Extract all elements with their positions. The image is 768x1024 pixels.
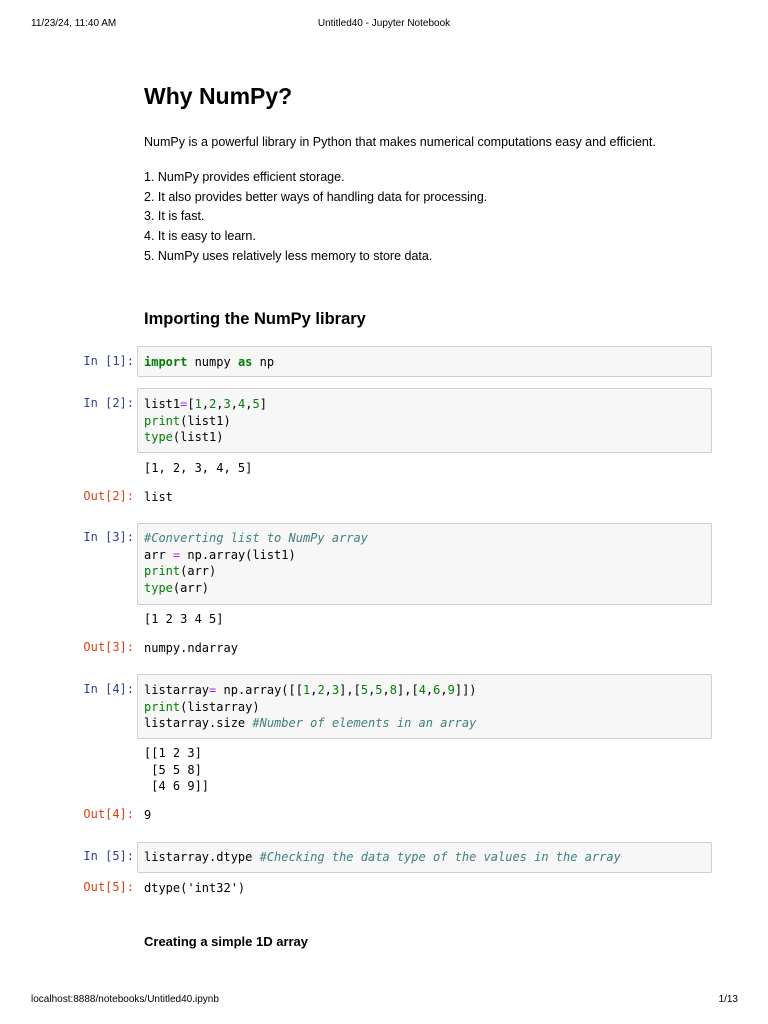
code-line	[144, 563, 216, 580]
code-token: (listarray)	[180, 699, 260, 714]
print-footer	[0, 994, 768, 1008]
code-token: listarray.size	[144, 716, 253, 730]
code-token: 4	[418, 683, 426, 697]
input-prompt: In [1]:	[83, 354, 134, 368]
code-token: 1	[194, 397, 202, 411]
stdout-line: [1 2 3 4 5]	[144, 612, 224, 626]
code-token: #Converting list to NumPy array	[144, 531, 368, 545]
input-prompt: In [4]:	[83, 682, 134, 696]
code-token: #Checking the data type of the values in the array	[259, 850, 621, 864]
output-prompt: Out[4]:	[83, 807, 134, 821]
code-token: np.array([[	[216, 683, 303, 697]
code-token: ,	[201, 397, 210, 411]
list-item: 1. NumPy provides efficient storage.	[144, 170, 345, 184]
code-token: ,	[425, 683, 434, 697]
output-prompt: Out[2]:	[83, 489, 134, 503]
code-token: #Number of elements in an array	[252, 716, 477, 730]
code-token: listarray	[144, 683, 210, 697]
code-token: 2	[317, 683, 325, 697]
print-page-number: 1/13	[718, 994, 738, 1005]
markdown-heading-importing: Importing the NumPy library	[144, 310, 366, 328]
code-token: (arr)	[180, 564, 217, 578]
execute-result: dtype('int32')	[144, 881, 246, 895]
code-token: (list1)	[172, 430, 224, 444]
code-token: arr	[144, 547, 173, 562]
code-token: ,	[368, 683, 376, 697]
print-url: localhost:8888/notebooks/Untitled40.ipynb	[31, 994, 219, 1005]
code-line	[144, 682, 477, 699]
list-item: 5. NumPy uses relatively less memory to store data.	[144, 248, 433, 263]
code-token: 1	[302, 683, 311, 697]
code-token: 9	[447, 683, 455, 697]
code-token: 8	[389, 683, 397, 697]
code-token: type	[144, 580, 173, 595]
markdown-heading-why-numpy: Why NumPy?	[144, 83, 293, 109]
code-token: 2	[209, 397, 217, 411]
code-token: ]])	[454, 683, 477, 697]
output-prompt: Out[5]:	[83, 880, 134, 894]
code-token: as	[237, 355, 253, 369]
execute-result: 9	[144, 808, 152, 822]
code-line	[144, 547, 296, 564]
code-token: ,	[216, 397, 224, 411]
code-token: 5	[360, 683, 369, 697]
code-token: print	[144, 413, 181, 428]
code-line	[144, 396, 267, 413]
code-token: =	[209, 683, 217, 697]
code-token: ]	[259, 397, 267, 411]
code-line	[144, 715, 476, 732]
execute-result: numpy.ndarray	[144, 641, 238, 655]
code-token: type	[144, 430, 173, 444]
code-token: (arr)	[172, 580, 210, 595]
list-item: 3. It is fast.	[144, 209, 205, 224]
markdown-benefits-list	[144, 168, 487, 266]
code-token: 5	[375, 683, 383, 697]
code-token: import	[144, 355, 188, 369]
list-item: 2. It also provides better ways of handling data for processing.	[144, 189, 488, 204]
code-token: ],[	[339, 683, 361, 697]
print-header	[0, 18, 768, 32]
code-token: ,	[310, 683, 318, 697]
code-token: (list1)	[180, 413, 231, 428]
stdout-line: [5 5 8]	[144, 763, 202, 777]
code-line	[144, 849, 621, 866]
code-token: ,	[324, 683, 332, 697]
code-line	[144, 699, 260, 716]
markdown-heading-1d-array: Creating a simple 1D array	[144, 934, 309, 949]
code-line	[144, 354, 274, 371]
code-line	[144, 530, 368, 547]
code-token: np	[252, 355, 275, 369]
code-token: numpy	[187, 355, 238, 369]
print-title: Untitled40 - Jupyter Notebook	[317, 18, 451, 29]
code-token: 5	[252, 397, 260, 411]
code-token: list1	[144, 397, 181, 411]
code-token: =	[180, 397, 188, 411]
code-token: print	[144, 564, 181, 578]
code-line	[144, 429, 223, 446]
code-token: np.array(list1)	[180, 547, 296, 562]
code-token: =	[172, 547, 181, 562]
code-line	[144, 413, 231, 430]
code-token: 3	[331, 683, 340, 697]
code-token: 4	[238, 397, 246, 411]
code-token: print	[144, 699, 181, 714]
code-token: ,	[382, 683, 390, 697]
code-token: listarray.dtype	[144, 850, 260, 864]
code-token: 3	[223, 397, 231, 411]
list-item: 4. It is easy to learn.	[144, 229, 256, 244]
input-prompt: In [5]:	[83, 849, 134, 863]
execute-result: list	[144, 490, 173, 504]
code-token: [	[187, 397, 195, 411]
code-token: ],[	[397, 683, 419, 697]
output-prompt: Out[3]:	[83, 640, 134, 654]
stdout-line: [4 6 9]]	[144, 779, 210, 793]
code-token: ,	[245, 397, 253, 411]
markdown-intro-paragraph: NumPy is a powerful library in Python that makes numerical computations easy and efficient.	[144, 135, 656, 149]
code-token: 6	[433, 683, 441, 697]
stdout-line: [[1 2 3]	[144, 746, 202, 760]
print-date: 11/23/24, 11:40 AM	[31, 18, 117, 29]
input-prompt: In [2]:	[83, 396, 134, 410]
code-token: ,	[230, 397, 238, 411]
code-line	[144, 580, 209, 597]
code-token: ,	[440, 683, 448, 697]
stdout-line: [1, 2, 3, 4, 5]	[144, 461, 253, 475]
input-prompt: In [3]:	[83, 530, 134, 544]
